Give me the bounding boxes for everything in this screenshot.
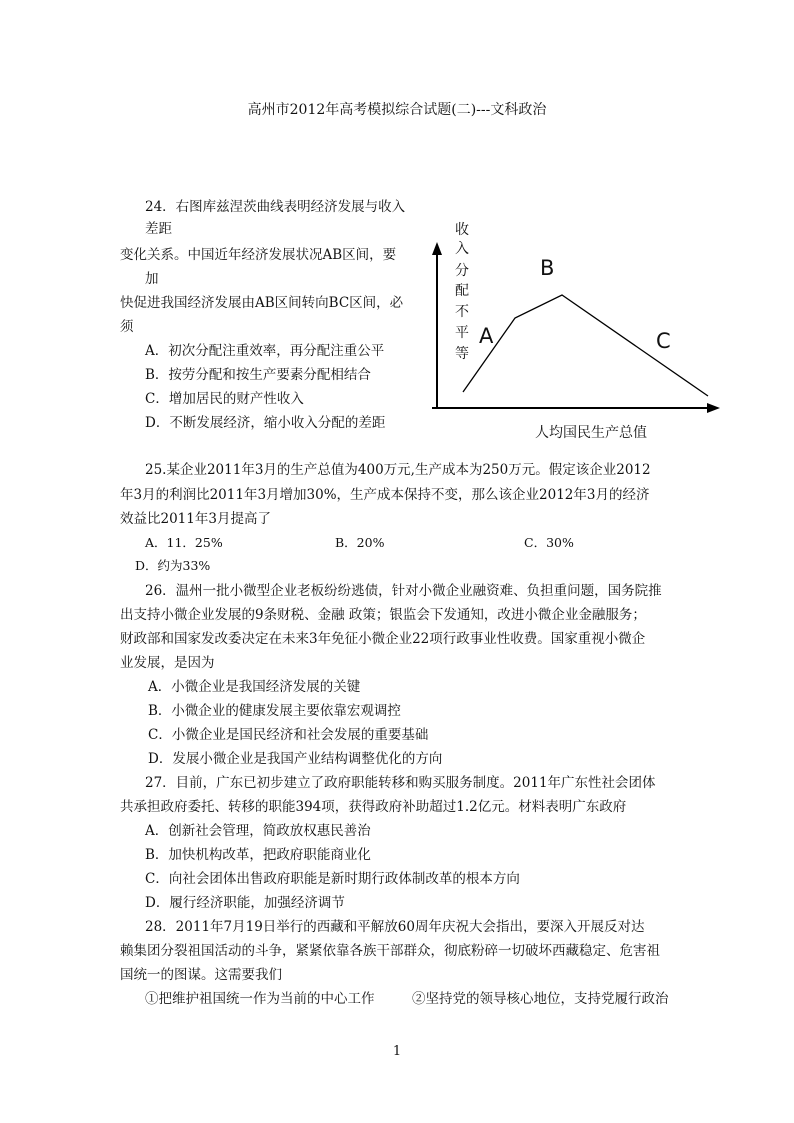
q25-line1: 25.某企业2011年3月的生产总值为400万元,生产成本为250万元。假定该企业2012	[145, 462, 651, 478]
q25-option-a: A．11．25%	[145, 535, 223, 550]
q28-line1: 28．2011年7月19日举行的西藏和平解放60周年庆祝大会指出，要深入开展反对达	[145, 919, 645, 935]
y-axis-arrow	[432, 242, 442, 255]
q25-line2: 年3月的利润比2011年3月增加30%，生产成本保持不变，那么该企业2012年3月的经济	[120, 487, 650, 503]
point-label-b: B	[540, 256, 555, 280]
y-axis-label-char: 平	[455, 325, 469, 341]
q24-option-a: A．初次分配注重效率，再分配注重公平	[145, 343, 385, 359]
q24-option-c: C．增加居民的财产性收入	[145, 391, 304, 407]
q24-line3b: 须	[120, 319, 134, 335]
q26-option-a: A．小微企业是我国经济发展的关键	[148, 679, 361, 695]
kuznets-curve	[463, 295, 708, 396]
page-number: 1	[392, 1044, 402, 1059]
y-axis-label-char: 不	[455, 304, 469, 320]
q26-line2: 出支持小微企业发展的9条财税、金融 政策；银监会下发通知，改进小微企业金融服务；	[120, 607, 646, 623]
q28-item-1: ①把维护祖国统一作为当前的中心工作	[145, 991, 375, 1007]
x-axis-label: 人均国民生产总值	[535, 425, 647, 441]
y-axis-label-char: 入	[455, 241, 469, 257]
q27-line2: 共承担政府委托、转移的职能394项，获得政府补助超过1.2亿元。材料表明广东政府	[120, 799, 627, 815]
q24-line2b: 加	[145, 271, 159, 287]
q27-option-a: A．创新社会管理，简政放权惠民善治	[145, 823, 371, 839]
q28-item-2: ②坚持党的领导核心地位，支持党履行政治	[412, 991, 669, 1007]
point-label-c: C	[656, 329, 671, 353]
y-axis-label-char: 收	[455, 222, 469, 238]
y-axis-label-char: 等	[455, 346, 469, 362]
y-axis-label-char: 配	[455, 283, 469, 299]
q25-option-c: C．30%	[524, 535, 574, 550]
page-title: 高州市2012年高考模拟综合试题(二)---文科政治	[247, 102, 547, 118]
q28-line3: 国统一的图谋。这需要我们	[120, 967, 282, 983]
q27-option-b: B．加快机构改革，把政府职能商业化	[145, 847, 371, 863]
q26-option-c: C．小微企业是国民经济和社会发展的重要基础	[148, 727, 429, 743]
q24-line2: 变化关系。中国近年经济发展状况AB区间，要	[120, 247, 397, 263]
q26-line4: 业发展，是因为	[120, 655, 215, 671]
q24-option-b: B．按劳分配和按生产要素分配相结合	[145, 367, 371, 383]
q26-line1: 26．温州一批小微型企业老板纷纷逃债，针对小微企业融资难、负担重问题，国务院推	[145, 583, 662, 599]
q24-line3: 快促进我国经济发展由AB区间转向BC区间，必	[120, 295, 404, 311]
q26-line3: 财政部和国家发改委决定在未来3年免征小微企业22项行政事业性收费。国家重视小微企	[120, 631, 646, 647]
q27-line1: 27．目前，广东已初步建立了政府职能转移和购买服务制度。2011年广东性社会团体	[145, 775, 656, 791]
point-label-a: A	[479, 324, 494, 348]
q24-line1: 24．右图库兹涅茨曲线表明经济发展与收入	[145, 199, 406, 215]
q28-line2: 赖集团分裂祖国活动的斗争，紧紧依靠各族干部群众，彻底粉碎一切破坏西藏稳定、危害祖	[120, 943, 660, 959]
x-axis-arrow	[707, 403, 720, 413]
q27-option-c: C．向社会团体出售政府职能是新时期行政体制改革的根本方向	[145, 871, 520, 887]
q26-option-d: D．发展小微企业是我国产业结构调整优化的方向	[148, 751, 443, 767]
q24-option-d: D．不断发展经济，缩小收入分配的差距	[145, 415, 386, 431]
q25-line3: 效益比2011年3月提高了	[120, 511, 271, 527]
q26-option-b: B．小微企业的健康发展主要依靠宏观调控	[148, 703, 401, 719]
q27-option-d: D．履行经济职能，加强经济调节	[145, 895, 345, 911]
q24-line1b: 差距	[145, 221, 172, 237]
q25-option-b: B．20%	[335, 535, 385, 550]
y-axis-label-char: 分	[455, 263, 469, 279]
q25-option-d: D．约为33%	[135, 558, 211, 573]
